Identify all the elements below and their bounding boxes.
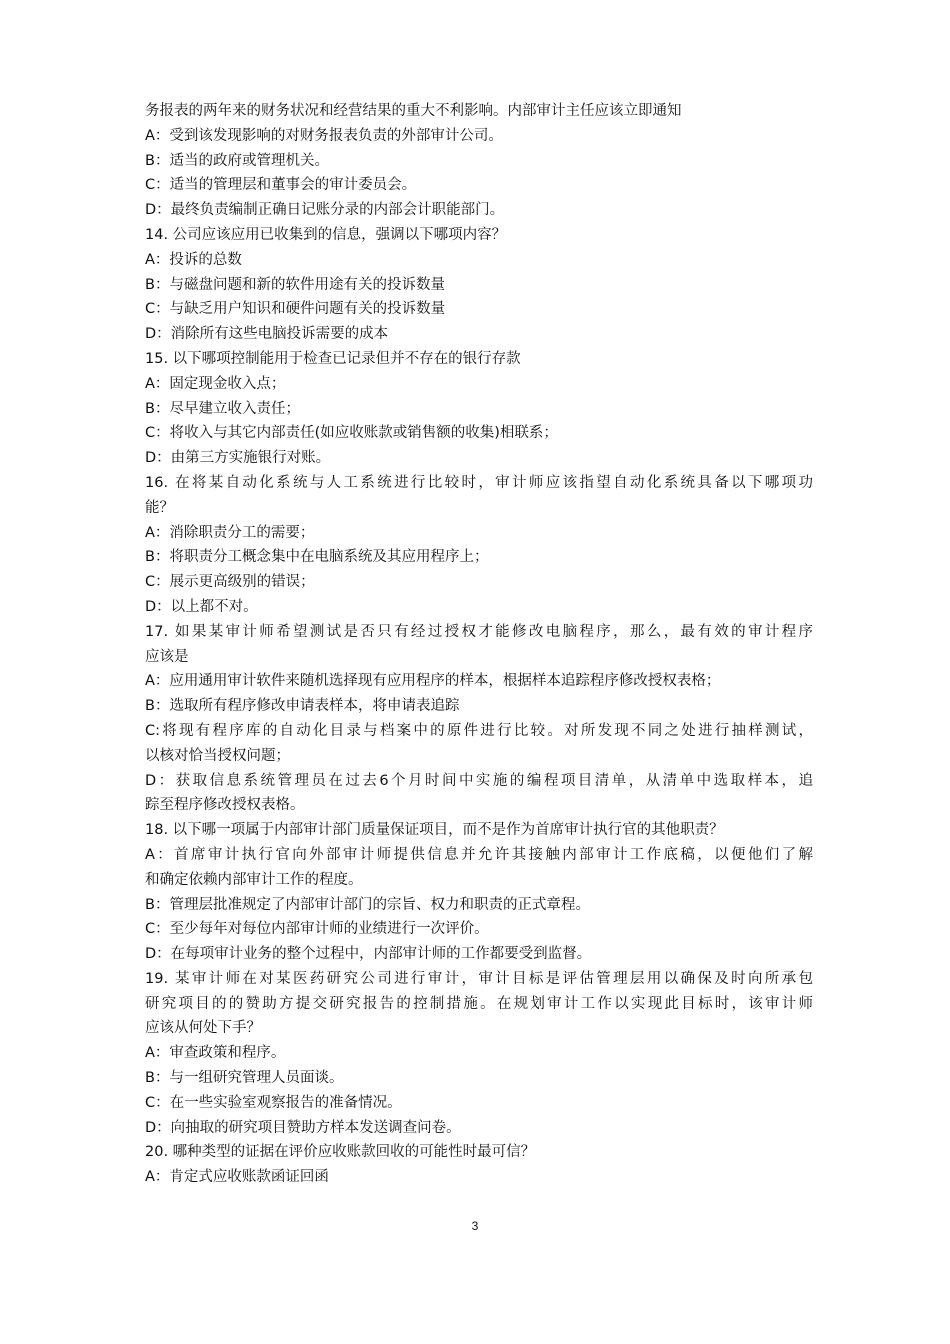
question-line: 16. 在将某自动化系统与人工系统进行比较时，审计师应该指望自动化系统具备以下哪项功	[145, 474, 813, 491]
option-line: B：选取所有程序修改申请表样本，将申请表追踪	[145, 698, 460, 715]
option-line: A：审查政策和程序。	[145, 1045, 286, 1062]
question-line-continued: 能？	[145, 499, 174, 516]
question-line: 17. 如果某审计师希望测试是否只有经过授权才能修改电脑程序，那么，最有效的审计程序	[145, 623, 813, 640]
option-line: C：至少每年对每位内部审计师的业绩进行一次评价。	[145, 921, 489, 938]
option-line-continued: 和确定依赖内部审计工作的程度。	[145, 871, 363, 888]
question-line: 20. 哪种类型的证据在评价应收账款回收的可能性时最可信？	[145, 1144, 536, 1161]
text-line: 务报表的两年来的财务状况和经营结果的重大不利影响。内部审计主任应该立即通知	[145, 103, 682, 119]
option-line: D：向抽取的研究项目赞助方样本发送调查问卷。	[145, 1119, 461, 1136]
option-line: C：在一些实验室观察报告的准备情况。	[145, 1094, 402, 1111]
option-line: D：由第三方实施银行对账。	[145, 450, 331, 467]
option-line: D：以上都不对。	[145, 598, 258, 615]
document-body	[145, 99, 813, 1190]
option-line: A：应用通用审计软件来随机选择现有应用程序的样本，根据样本追踪程序修改授权表格；	[145, 673, 721, 690]
option-line: A：固定现金收入点；	[145, 375, 286, 392]
question-line-continued: 研究项目的的赞助方提交研究报告的控制措施。在规划审计工作以实现此目标时，该审计师	[145, 995, 813, 1012]
option-line-continued: 以核对恰当授权问题；	[145, 747, 290, 764]
question-line-continued: 应该是	[145, 648, 189, 665]
option-line: B：将职责分工概念集中在电脑系统及其应用程序上；	[145, 549, 489, 566]
option-line: A：受到该发现影响的对财务报表负责的外部审计公司。	[145, 127, 503, 144]
option-line: C:将现有程序库的自动化目录与档案中的原件进行比较。对所发现不同之处进行抽样测试，	[145, 722, 813, 739]
option-line: D：最终负责编制正确日记账分录的内部会计职能部门。	[145, 202, 505, 219]
option-line: D：在每项审计业务的整个过程中，内部审计师的工作都要受到监督。	[145, 946, 592, 963]
option-line: A：首席审计执行官向外部审计师提供信息并允许其接触内部审计工作底稿，以便他们了解	[145, 846, 813, 863]
option-line: A：投诉的总数	[145, 251, 242, 268]
option-line: A：消除职责分工的需要；	[145, 524, 315, 541]
option-line-continued: 踪至程序修改授权表格。	[145, 797, 305, 814]
option-line: B：适当的政府或管理机关。	[145, 152, 329, 169]
option-line: C：适当的管理层和董事会的审计委员会。	[145, 177, 417, 194]
question-line: 15. 以下哪项控制能用于检查已记录但并不存在的银行存款	[145, 350, 521, 367]
option-line: D：获取信息系统管理员在过去6个月时间中实施的编程项目清单，从清单中选取样本，追	[145, 772, 813, 789]
option-line: A：肯定式应收账款函证回函	[145, 1169, 329, 1186]
option-line: B：管理层批准规定了内部审计部门的宗旨、权力和职责的正式章程。	[145, 896, 590, 913]
question-line: 14. 公司应该应用已收集到的信息，强调以下哪项内容？	[145, 226, 507, 243]
option-line: C：将收入与其它内部责任(如应收账款或销售额的收集)相联系；	[145, 425, 558, 442]
question-line: 18. 以下哪一项属于内部审计部门质量保证项目，而不是作为首席审计执行官的其他职责？	[145, 822, 724, 839]
option-line: B：尽早建立收入责任；	[145, 400, 300, 417]
option-line: B：与一组研究管理人员面谈。	[145, 1070, 344, 1087]
option-line: B：与磁盘问题和新的软件用途有关的投诉数量	[145, 276, 445, 293]
option-line: C：与缺乏用户知识和硬件问题有关的投诉数量	[145, 301, 446, 318]
page-number: 3	[471, 1219, 479, 1233]
option-line: C：展示更高级别的错误；	[145, 574, 315, 591]
question-line-continued: 应该从何处下手？	[145, 1020, 261, 1037]
option-line: D：消除所有这些电脑投诉需要的成本	[145, 326, 389, 343]
question-line: 19. 某审计师在对某医药研究公司进行审计，审计目标是评估管理层用以确保及时向所承包	[145, 970, 813, 987]
